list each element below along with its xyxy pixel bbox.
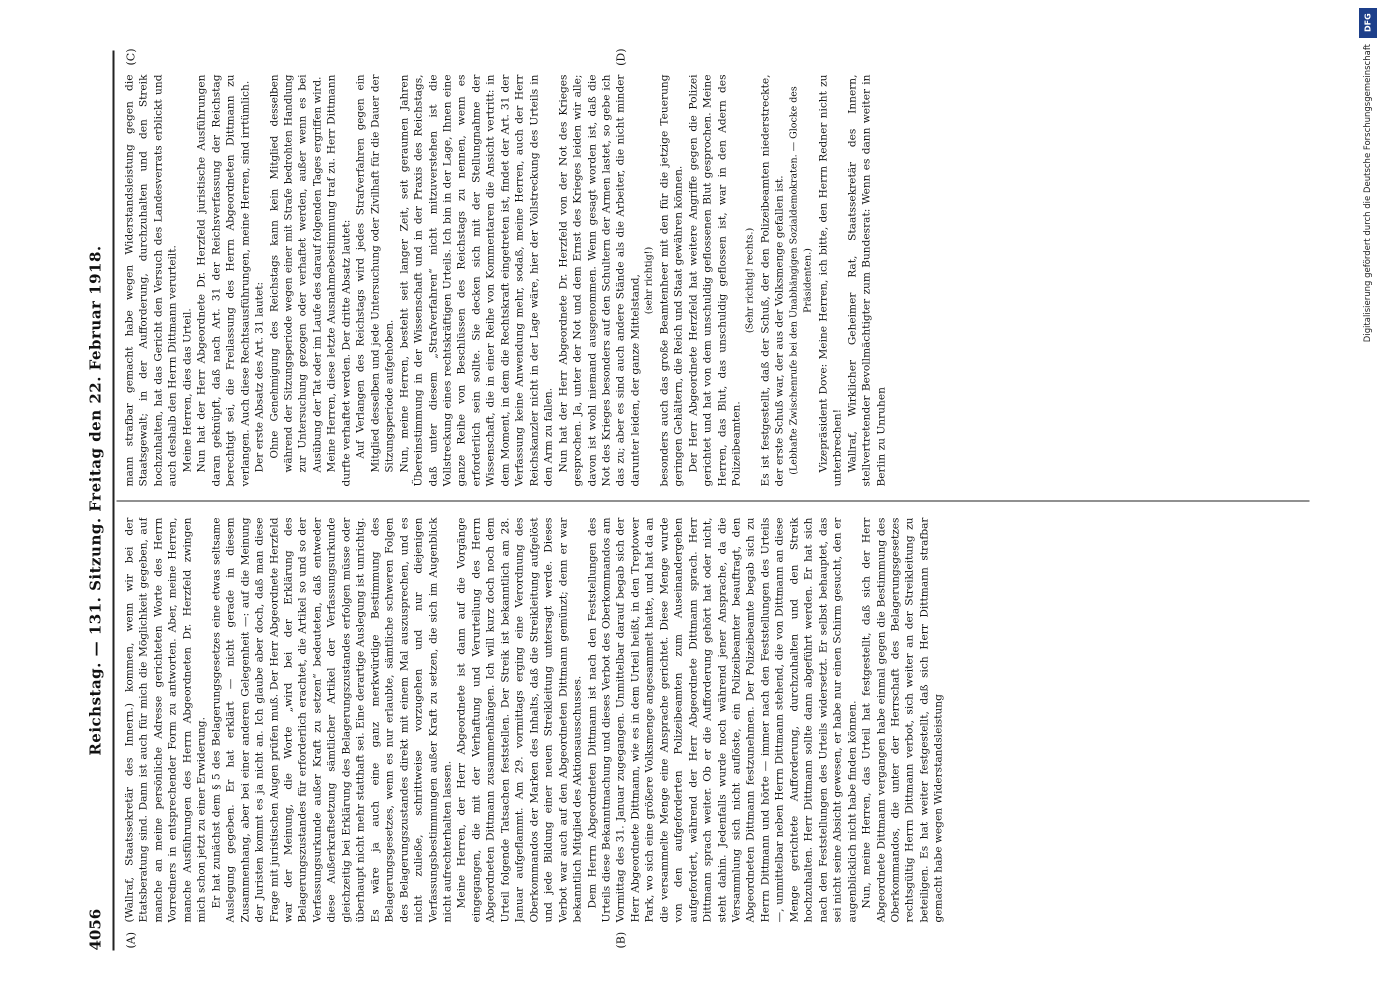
page-header	[82, 50, 108, 950]
right-column	[122, 74, 1309, 486]
margin-marker-b: (B)	[614, 931, 627, 948]
paragraph: Meine Herren, der Herr Abgeordnete ist dann auf die Vorgänge eingegangen, die mit der Verhaftung und Verurteilung des Herrn Abgeordneten Dittmann zusammenhängen. Ich will kurz doch noch dem Urteil folgende Tatsachen feststellen. Der Streik ist bekanntlich am 28. Januar aufgeflammt. Am 29. vormittags erging eine Verordnung des Oberkommandos der Marken des Inhalts, daß die Streikleitung aufgelöst und jede Bildung einer neuen Streikleitung untersagt werde. Dieses Verbot war auch auf den Abgeordneten Dittmann gemünzt; denn er war bekanntlich Mitglied des Aktionsausschusses.	[455, 517, 584, 922]
margin-marker-a: (A)	[124, 931, 137, 948]
paragraph: Wallraf, Wirklicher Geheimer Rat, Staatssekretär des Innern, stellvertretender Bevollmächtigter zum Bundesrat: Wenn es dann weiter in Berlin zu Unruhen	[845, 74, 887, 486]
column-divider	[116, 500, 1309, 501]
paragraph: Nun hat der Herr Abgeordnete Dr. Herzfeld von der Not des Krieges gesprochen. Ja, unter der Not und dem Ernst des Krieges leiden wir alle; davon ist wohl niemand ausgenommen. Wenn gesagt worden ist, daß die Not des Krieges besonders auf den Schultern der Armen lastet, so gebe ich das zu; aber es sind auch andere Stände als die Arbeiter, die nicht minder darunter leiden, der ganze Mittelstand,	[556, 74, 641, 486]
header-rule	[112, 50, 114, 950]
margin-marker-c: (C)	[124, 48, 137, 65]
margin-marker-d: (D)	[614, 48, 627, 66]
paragraph: Vizepräsident Dove: Meine Herren, ich bitte, den Herrn Redner nicht zu unterbrechen!	[816, 74, 844, 486]
interjection: (Sehr richtig! rechts.)	[744, 227, 756, 333]
running-title: Reichstag. — 131. Sitzung. Freitag den 22. Februar 1918.	[86, 244, 104, 756]
quoted-article: Ohne Genehmigung des Reichstags kann kein Mitglied desselben während der Sitzungsperiode wegen einer mit Strafe bedrohten Handlung zur Untersuchung gezogen oder verhaftet werden, außer wenn es bei Ausübung der Tat oder im Laufe des darauf folgenden Tages ergriffen wird.	[267, 74, 323, 472]
interjection: (Lebhafte Zwischenrufe bei den Unabhängigen Sozialdemokraten. — Glocke des Präsidenten.)	[787, 85, 814, 475]
quoted-article: Auf Verlangen des Reichstags wird jedes Strafverfahren gegen ein Mitglied desselben und jede Untersuchung oder Zivilhaft für die Dauer der Sitzungsperiode aufgehoben.	[354, 74, 396, 472]
digitization-credit: Digitalisierung gefördert durch die Deutsche Forschungsgemeinschaft	[1363, 44, 1373, 343]
paragraph: Der erste Absatz des Art. 31 lautet:	[253, 281, 266, 472]
paragraph: Der Herr Abgeordnete Herzfeld hat weitere Angriffe gegen die Polizei gerichtet und hat von dem unschuldig geflossenen Blut gesprochen. Meine Herren, das Blut, das unschuldig geflossen ist, war in den Adern des Polizeibeamten.	[686, 74, 743, 486]
paragraph: Es ist festgestellt, daß der Schuß, der den Polizeibeamten niederstreckte, der erste Schuß war, der aus der Volksmenge gefallen ist.	[758, 74, 786, 486]
paragraph: besonders auch das große Beamtenheer mit den für die jetzige Teuerung geringen Gehältern, die Reich und Staat gewähren können.	[657, 74, 685, 486]
paragraph: (Wallraf, Staatssekretär des Innern.) kommen, wenn wir bei der Etatsberatung sind. Dann ist auch für mich die Möglichkeit gegeben, auf manche an meine persönliche Adresse gerichteten Worte des Herrn Vorredners in entsprechender Form zu antworten. Aber, meine Herren, manche Ausführungen des Herrn Abgeordneten Dr. Herzfeld zwingen mich schon jetzt zu einer Erwiderung.	[123, 517, 208, 922]
paragraph: Meine Herren, diese letzte Ausnahmebestimmung traf zu. Herr Dittmann durfte verhaftet werden. Der dritte Absatz lautet:	[325, 74, 352, 486]
paragraph: Nun hat der Herr Abgeordnete Dr. Herzfeld juristische Ausführungen daran geknüpft, daß nach Art. 31 der Reichsverfassung der Reichstag berechtigt sei, die Freilassung des Herrn Abgeordneten Dittmann zu verlangen. Auch diese Rechtsausführungen, meine Herren, sind irrtümlich.	[195, 74, 251, 486]
paragraph: Nun, meine Herren, besteht seit langer Zeit, seit geraumen Jahren Übereinstimmung in der Wissenschaft und in der Praxis des Reichstags, daß unter diesem „Strafverfahren“ nicht mitzuverstehen ist die Vollstreckung eines rechtskräftigen Urteils. Ich bin in der Lage, Ihnen eine ganze Reihe von Beschlüssen des Reichstags zu nennen, wenn es erforderlich sein sollte. Sie decken sich mit der Stellungnahme der Wissenschaft, die in einer Reihe von Kommentaren die Ansicht vertritt: in dem Moment, in dem die Rechtskraft eingetreten ist, findet der Art. 31 der Verfassung keine Anwendung mehr, sodaß, meine Herren, auch der Herr Reichskanzler nicht in der Lage wäre, hier der Vollstreckung des Urteils in den Arm zu fallen.	[397, 74, 555, 486]
paragraph: Nun, meine Herren, das Urteil hat festgestellt, daß sich der Herr Abgeordnete Dittmann vergangen habe einmal gegen die Bestimmung des Oberkommandos, die unter der Herrschaft des Belagerungsgesetzes rechtsgültig Herrn Dittmann verbot, sich weiter an der Streikleitung zu beteiligen. Es hat weiter festgestellt, daß sich Herr Dittmann strafbar gemacht habe wegen Widerstandsleistung	[860, 517, 945, 922]
left-column	[122, 517, 1309, 922]
dfg-logo: DFG	[1359, 8, 1377, 38]
document-page	[54, 30, 1329, 970]
paragraph: Meine Herren, dies das Urteil.	[180, 307, 193, 472]
page-number: 4056	[86, 908, 104, 950]
paragraph: mann strafbar gemacht habe wegen Widerstandsleistung gegen die Staatsgewalt; in der Aufforderung, durchzuhalten und den Streik hochzuhalten, hat das Gericht den Versuch des Landesverrats erblickt und auch deshalb den Herrn Dittmann verurteilt.	[123, 74, 179, 486]
dfg-credit-strip	[1357, 8, 1379, 998]
paragraph: Er hat zunächst dem § 5 des Belagerungsgesetzes eine etwas seltsame Auslegung gegeben. Er hat erklärt — nicht gerade in diesem Zusammenhang, aber bei einer anderen Gelegenheit —: auf die Meinung der Juristen kommt es ja nicht an. Ich glaube aber doch, daß man diese Frage mit juristischen Augen prüfen muß. Der Herr Abgeordnete Herzfeld war der Meinung, die Worte „wird bei der Erklärung des Belagerungszustandes für erforderlich erachtet, die Artikel so und so der Verfassungsurkunde außer Kraft zu setzen“ bedeuteten, daß entweder diese Außerkraftsetzung sämtlicher Artikel der Verfassungsurkunde gleichzeitig bei Erklärung des Belagerungszustandes erfolgen müsse oder überhaupt nicht mehr statthaft sei. Eine derartige Auslegung ist unrichtig. Es wäre ja auch eine ganz merkwürdige Bestimmung des Belagerungsgesetzes, wenn es nur erlaubte, sämtliche schweren Folgen des Belagerungszustandes direkt mit einem Mal auszusprechen, und es nicht zuließe, schrittweise vorzugehen und nur diejenigen Verfassungsbestimmungen außer Kraft zu setzen, die sich im Augenblick nicht aufrechterhalten lassen.	[209, 517, 453, 922]
interjection: (sehr richtig!)	[643, 246, 655, 314]
paragraph: Dem Herrn Abgeordneten Dittmann ist nach den Feststellungen des Urteils diese Bekanntmachung und dieses Verbot des Oberkommandos am Vormittag des 31. Januar zugegangen. Unmittelbar darauf begab sich der Herr Abgeordnete Dittmann, wie es in dem Urteil heißt, in den Treptower Park, wo sich eine größere Volksmenge angesammelt hatte, und hat da an die versammelte Menge eine Ansprache gerichtet. Diese Menge wurde von den aufgeforderten Polizeibeamten zum Auseinandergehen aufgefordert, während der Herr Abgeordnete Dittmann sprach. Herr Dittmann sprach weiter. Ob er die Aufforderung gehört hat oder nicht, steht dahin. Jedenfalls wurde noch während jener Ansprache, da die Versammlung sich nicht auflöste, ein Polizeibeamter beauftragt, den Abgeordneten Dittmann festzunehmen. Der Polizeibeamte begab sich zu Herrn Dittmann und hörte — immer nach den Feststellungen des Urteils —, unmittelbar neben Herrn Dittmann stehend, die von Dittmann an diese Menge gerichtete Aufforderung, durchzuhalten und den Streik hochzuhalten. Herr Dittmann sollte dann abgeführt werden. Er hat sich nach den Feststellungen des Urteils widersetzt. Er selbst behauptet, das sei nicht seine Absicht gewesen, er habe nur einen Schirm gesucht, den er augenblicklich nicht habe finden können.	[585, 517, 858, 922]
